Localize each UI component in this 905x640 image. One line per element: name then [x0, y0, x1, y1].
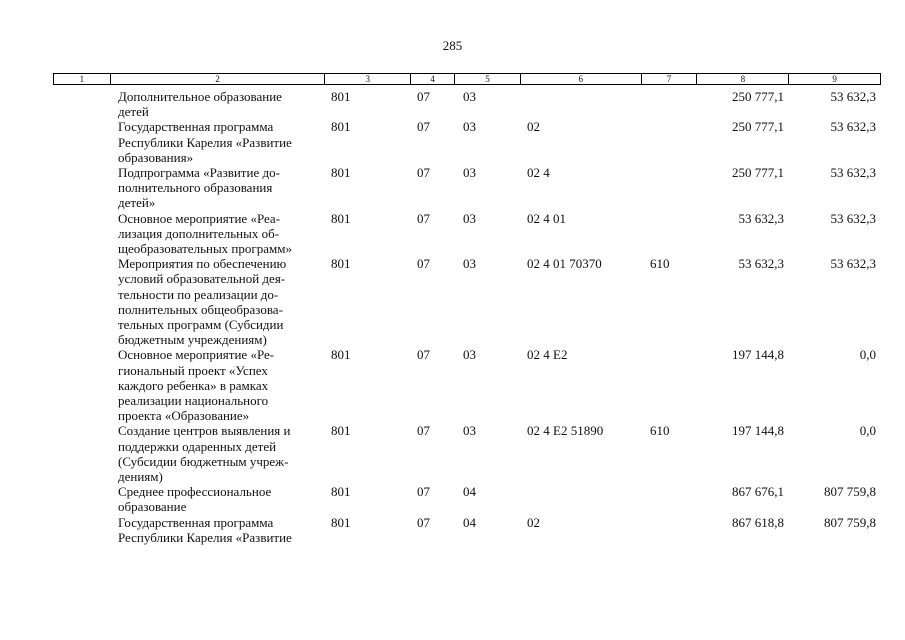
table-row [0, 119, 905, 165]
row-prz: 03 [463, 210, 476, 226]
row-name-line: Республики Карелия «Развитие [118, 134, 292, 150]
row-sum-1: 53 632,3 [738, 210, 784, 226]
table-row [0, 515, 905, 545]
row-name-line: детей [118, 104, 149, 120]
row-sum-2: 53 632,3 [830, 119, 876, 135]
row-ved: 801 [331, 210, 351, 226]
table-header [53, 73, 881, 85]
row-name-line: Дополнительное образование [118, 89, 282, 104]
row-sum-1: 250 777,1 [732, 119, 784, 135]
row-csr: 02 4 E2 [527, 347, 568, 363]
row-sum-2: 53 632,3 [830, 165, 876, 181]
row-name-line: тельных программ (Субсидии [118, 317, 284, 333]
row-name-line: каждого ребенка» в рамках [118, 377, 269, 393]
row-name-line: Государственная программа [118, 119, 274, 135]
row-prz: 03 [463, 347, 476, 363]
header-col-5: 5 [455, 74, 521, 84]
row-name-line: Создание центров выявления и [118, 423, 291, 439]
row-prz: 03 [463, 165, 476, 181]
row-name-line: детей» [118, 195, 156, 211]
row-sum-1: 250 777,1 [732, 165, 784, 181]
row-sum-1: 197 144,8 [732, 347, 784, 363]
row-name [118, 515, 328, 545]
row-ved: 801 [331, 484, 351, 500]
row-name-line: (Субсидии бюджетным учреж- [118, 453, 289, 469]
table-row [0, 165, 905, 211]
row-prz: 04 [463, 514, 476, 530]
row-sum-1: 53 632,3 [738, 256, 784, 272]
row-name-line: полнительного образования [118, 180, 273, 196]
row-name [118, 211, 328, 257]
page-number: 285 [442, 38, 463, 53]
row-vr: 610 [650, 256, 670, 272]
row-prz: 03 [463, 256, 476, 272]
table-row [0, 484, 905, 514]
header-col-2: 2 [111, 74, 325, 84]
row-sum-1: 250 777,1 [732, 89, 784, 104]
row-sum-1: 867 618,8 [732, 514, 784, 530]
header-col-8: 8 [697, 74, 789, 84]
row-name-line: Основное мероприятие «Реа- [118, 210, 281, 226]
row-prz: 03 [463, 423, 476, 439]
row-name-line: щеобразовательных программ» [118, 241, 292, 257]
row-prz: 04 [463, 484, 476, 500]
row-rz: 07 [417, 256, 430, 272]
row-ved: 801 [331, 165, 351, 181]
row-sum-2: 0,0 [859, 423, 876, 439]
row-sum-1: 867 676,1 [732, 484, 784, 500]
row-name-line: Основное мероприятие «Ре- [118, 347, 275, 363]
row-name [118, 484, 328, 514]
row-sum-2: 807 759,8 [824, 484, 876, 500]
row-name-line: дениям) [118, 469, 163, 485]
row-ved: 801 [331, 119, 351, 135]
row-name-line: бюджетным учреждениям) [118, 332, 267, 348]
row-name-line: поддержки одаренных детей [118, 438, 277, 454]
row-rz: 07 [417, 423, 430, 439]
row-name-line: лизация дополнительных об- [118, 225, 280, 241]
row-name-line: реализации национального [118, 393, 269, 409]
row-prz: 03 [463, 89, 476, 104]
row-name-line: образование [118, 499, 187, 515]
row-sum-2: 53 632,3 [830, 256, 876, 272]
row-rz: 07 [417, 89, 430, 104]
row-ved: 801 [331, 423, 351, 439]
row-csr: 02 4 E2 51890 [527, 423, 604, 439]
row-rz: 07 [417, 165, 430, 181]
row-ved: 801 [331, 256, 351, 272]
table-row [0, 256, 905, 347]
header-col-7: 7 [642, 74, 698, 84]
row-name-line: Государственная программа [118, 514, 274, 530]
header-col-6: 6 [521, 74, 642, 84]
row-name-line: гиональный проект «Успех [118, 362, 268, 378]
row-name-line: тельности по реализации до- [118, 286, 279, 302]
row-name-line: Подпрограмма «Развитие до- [118, 165, 280, 181]
row-ved: 801 [331, 347, 351, 363]
row-name-line: Республики Карелия «Развитие [118, 529, 292, 545]
row-name-line: проекта «Образование» [118, 408, 250, 424]
row-rz: 07 [417, 484, 430, 500]
row-sum-2: 807 759,8 [824, 514, 876, 530]
table-row [0, 89, 905, 119]
table-row [0, 347, 905, 423]
row-csr: 02 [527, 119, 540, 135]
row-rz: 07 [417, 210, 430, 226]
row-name-line: образования» [118, 149, 194, 165]
row-name [118, 119, 328, 165]
row-rz: 07 [417, 514, 430, 530]
header-col-4: 4 [411, 74, 455, 84]
row-csr: 02 4 01 [527, 210, 566, 226]
row-ved: 801 [331, 514, 351, 530]
row-rz: 07 [417, 347, 430, 363]
header-col-3: 3 [325, 74, 411, 84]
row-csr: 02 4 01 70370 [527, 256, 602, 272]
row-name [118, 256, 328, 347]
row-vr: 610 [650, 423, 670, 439]
header-col-9: 9 [832, 74, 837, 84]
row-sum-1: 197 144,8 [732, 423, 784, 439]
header-col-1: 1 [54, 74, 111, 84]
table-row [0, 211, 905, 257]
row-name-line: условий образовательной дея- [118, 271, 286, 287]
row-csr: 02 4 [527, 165, 550, 181]
row-sum-2: 53 632,3 [830, 210, 876, 226]
row-name-line: Мероприятия по обеспечению [118, 256, 287, 272]
row-csr: 02 [527, 514, 540, 530]
table-body [0, 89, 905, 545]
row-sum-2: 0,0 [859, 347, 876, 363]
row-prz: 03 [463, 119, 476, 135]
row-ved: 801 [331, 89, 351, 104]
row-name-line: полнительных общеобразова- [118, 301, 283, 317]
row-name [118, 347, 328, 423]
row-name [118, 423, 328, 484]
row-name-line: Среднее профессиональное [118, 484, 272, 500]
row-rz: 07 [417, 119, 430, 135]
row-name [118, 165, 328, 211]
row-sum-2: 53 632,3 [830, 89, 876, 104]
row-name [118, 89, 328, 119]
table-row [0, 423, 905, 484]
